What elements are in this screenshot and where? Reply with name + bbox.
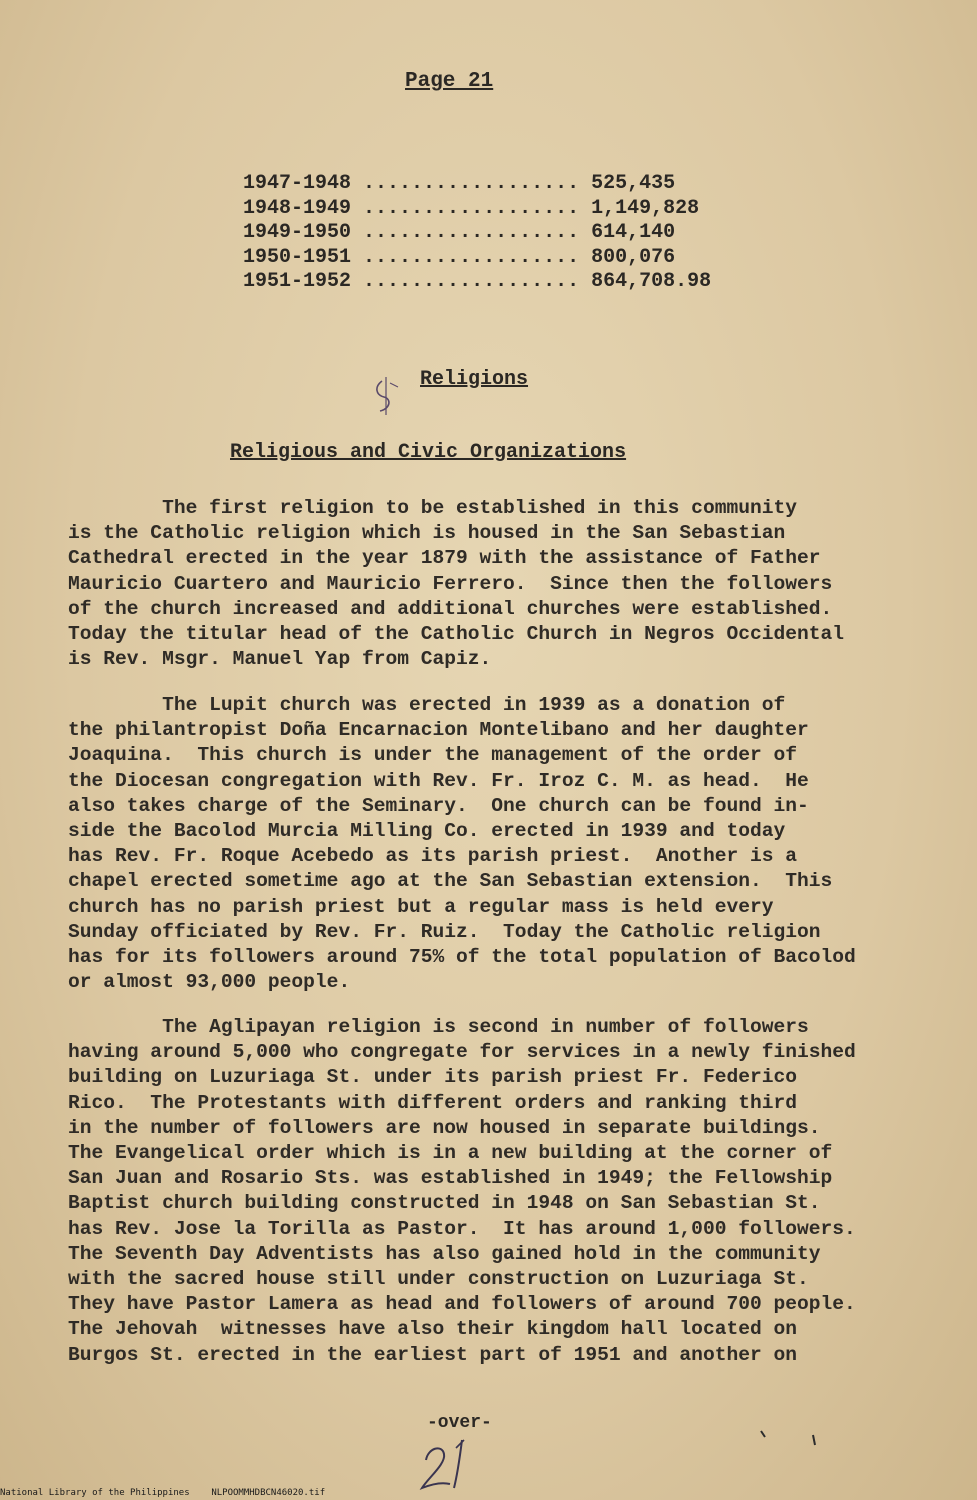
page-label: Page 21	[405, 70, 494, 93]
figures-amount: 864,708.98	[591, 270, 712, 293]
scan-footer: National Library of the Philippines NLPOOMMHDBCN46020.tif	[0, 1488, 326, 1498]
figures-years: 1949-1950	[243, 221, 352, 244]
paragraph: The first religion to be established in this community is the Catholic religion which is housed in the San Sebastian Cathedral erected in the year 1879 with the assistance of Father Mauricio Cuartero and Mauricio Ferrero. Since then the followers of the church increased and additional churches were established. Today the titular head of the Catholic Church in Negros Occidental is Rev. Msgr. Manuel Yap from Capiz.	[68, 497, 845, 671]
figures-amount: 1,149,828	[591, 196, 700, 220]
figures-amount: 525,435	[591, 172, 676, 195]
figures-table	[243, 172, 711, 295]
figures-dots: ..................	[363, 245, 580, 269]
paragraph: The Lupit church was erected in 1939 as a donation of the philantropist Doña Encarnacion Montelibano and her daughter Joaquina. This church is under the management of the order of the Diocesan congregation with Rev. Fr. Iroz C. M. as head. He also takes charge of the Seminary. One church can be found in- side the Bacolod Murcia Milling Co. erected in 1939 and today has Rev. Fr. Roque Acebedo as its parish priest. Another is a chapel erected sometime ago at the San Sebastian extension. This church has no parish priest but a regular mass is held every Sunday officiated by Rev. Fr. Ruiz. Today the Catholic religion has for its followers around 75% of the total population of Bacolod or almost 93,000 people.	[68, 694, 856, 994]
figures-dots: ..................	[363, 172, 580, 195]
figures-years: 1950-1951	[243, 245, 352, 269]
figures-row	[243, 197, 711, 222]
figures-row	[243, 172, 711, 197]
pencil-mark-icon	[368, 375, 404, 417]
pencil-tick-icon	[755, 1425, 825, 1455]
over-label: -over-	[427, 1413, 492, 1433]
section-title: Religions	[420, 368, 529, 391]
figures-dots: ..................	[363, 270, 580, 293]
paragraph: The Aglipayan religion is second in number of followers having around 5,000 who congregate for services in a newly finished building on Luzuriaga St. under its parish priest Fr. Federico Rico. The Protestants with different orders and ranking third in the number of followers are now housed in separate buildings. The Evangelical order which is in a new building at the corner of San Juan and Rosario Sts. was established in 1949; the Fellowship Baptist church building constructed in 1948 on San Sebastian St. has Rev. Jose la Torilla as Pastor. It has around 1,000 followers. The Seventh Day Adventists has also gained hold in the community with the sacred house still under construction on Luzuriaga St. They have Pastor Lamera as head and followers of around 700 people. The Jehovah witnesses have also their kingdom hall located on Burgos St. erected in the earliest part of 1951 and another on	[68, 1016, 856, 1366]
figures-dots: ..................	[363, 221, 580, 244]
handwritten-page-number	[418, 1430, 488, 1492]
figures-years: 1951-1952	[243, 270, 352, 293]
figures-row	[243, 221, 711, 246]
figures-row	[243, 246, 711, 271]
figures-amount: 800,076	[591, 245, 676, 269]
subtitle: Religious and Civic Organizations	[230, 441, 627, 464]
figures-years: 1947-1948	[243, 172, 352, 195]
figures-amount: 614,140	[591, 221, 676, 244]
figures-dots: ..................	[363, 196, 580, 220]
figures-years: 1948-1949	[243, 196, 352, 220]
figures-row	[243, 270, 711, 295]
